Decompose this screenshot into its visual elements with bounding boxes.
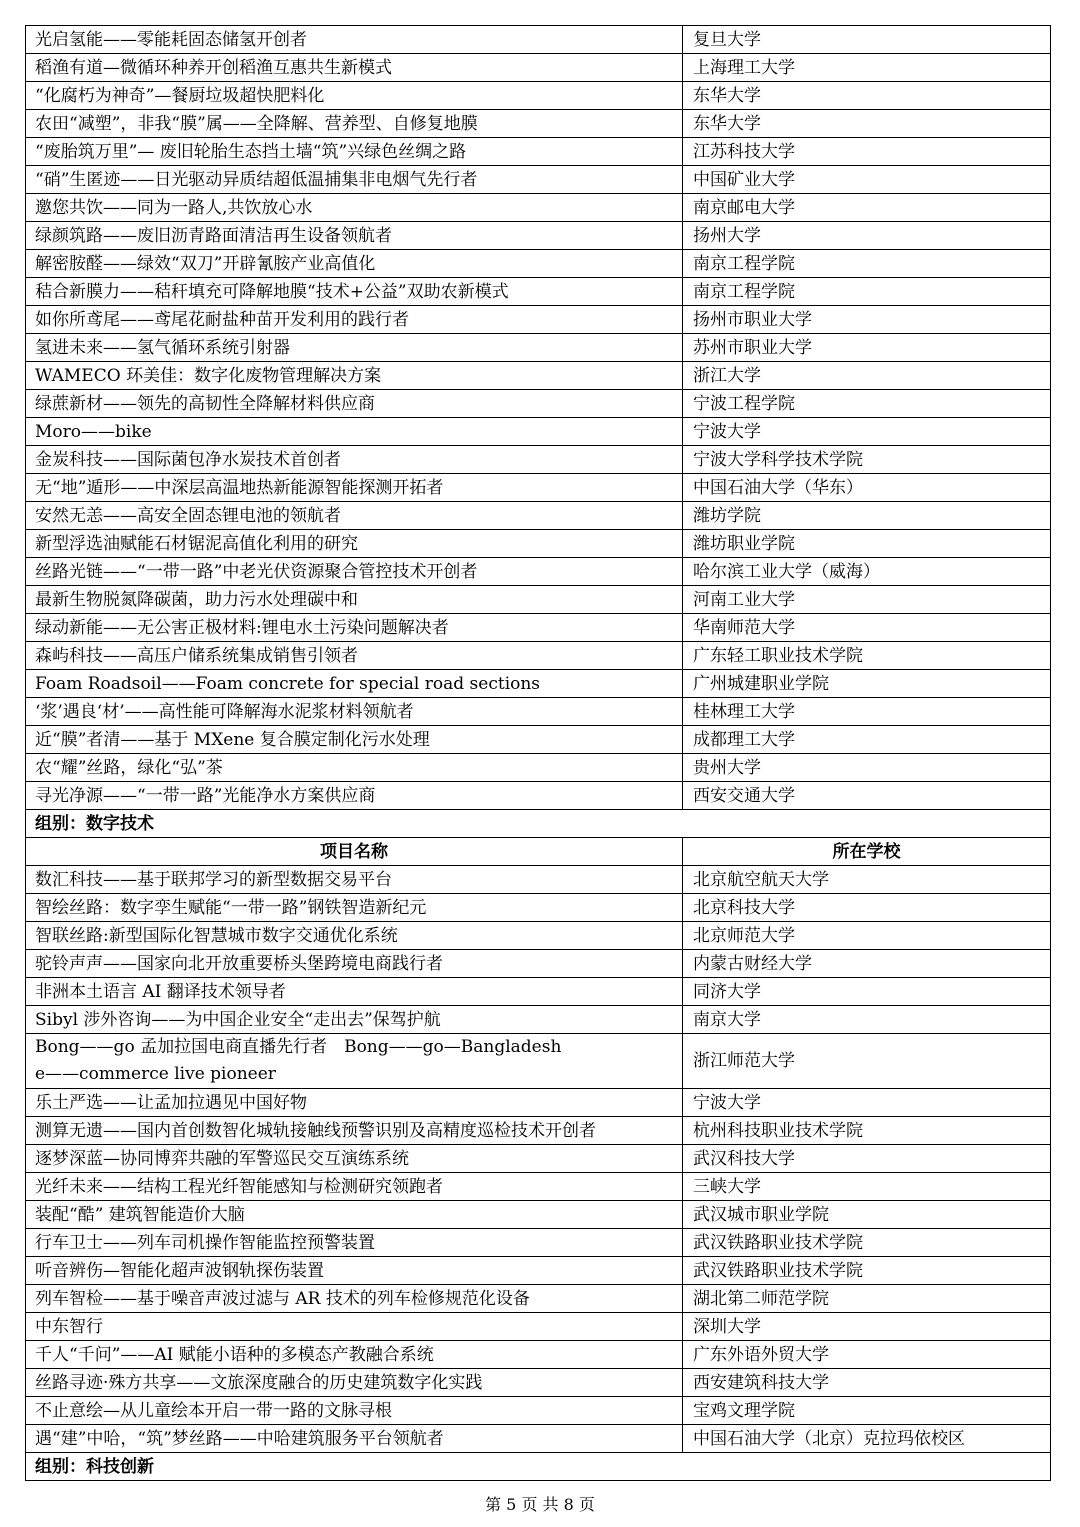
group-row-digital [26, 810, 1051, 838]
table-row [26, 1117, 1051, 1145]
project-name: “废胎筑万里”— 废旧轮胎生态挡土墙“筑”兴绿色丝绸之路 [26, 138, 683, 166]
school-name: 宁波大学 [683, 418, 1051, 446]
school-name: 中国石油大学（华东） [683, 474, 1051, 502]
project-name: “硝”生匿迹——日光驱动异质结超低温捕集非电烟气先行者 [26, 166, 683, 194]
table-row [26, 1173, 1051, 1201]
table-row [26, 1257, 1051, 1285]
table-row [26, 530, 1051, 558]
table-row [26, 922, 1051, 950]
school-name: 东华大学 [683, 82, 1051, 110]
school-name: 西安交通大学 [683, 782, 1051, 810]
project-name: 新型浮选油赋能石材锯泥高值化利用的研究 [26, 530, 683, 558]
table-row [26, 1034, 1051, 1089]
section-digital-header [26, 810, 1051, 866]
table-row [26, 250, 1051, 278]
table-row [26, 558, 1051, 586]
table-row [26, 1006, 1051, 1034]
school-name: 复旦大学 [683, 26, 1051, 54]
project-name: 解密胺醛——绿效“双刀”开辟氰胺产业高值化 [26, 250, 683, 278]
table-row [26, 866, 1051, 894]
school-name: 湖北第二师范学院 [683, 1285, 1051, 1313]
table-row [26, 1229, 1051, 1257]
table-row [26, 26, 1051, 54]
school-name: 深圳大学 [683, 1313, 1051, 1341]
table-row [26, 1145, 1051, 1173]
table-row [26, 1285, 1051, 1313]
table-row [26, 978, 1051, 1006]
school-name: 贵州大学 [683, 754, 1051, 782]
table-row [26, 54, 1051, 82]
school-name: 同济大学 [683, 978, 1051, 1006]
school-name: 南京工程学院 [683, 250, 1051, 278]
project-name: 绿蔗新材——领先的高韧性全降解材料供应商 [26, 390, 683, 418]
project-name: 智联丝路:新型国际化智慧城市数字交通优化系统 [26, 922, 683, 950]
project-name: 装配“酷” 建筑智能造价大脑 [26, 1201, 683, 1229]
table-row [26, 362, 1051, 390]
school-name: 杭州科技职业技术学院 [683, 1117, 1051, 1145]
project-name: Foam Roadsoil——Foam concrete for special road sections [26, 670, 683, 698]
table-row [26, 138, 1051, 166]
table-row [26, 698, 1051, 726]
project-name: 行车卫士——列车司机操作智能监控预警装置 [26, 1229, 683, 1257]
school-name: 广东外语外贸大学 [683, 1341, 1051, 1369]
school-name: 南京工程学院 [683, 278, 1051, 306]
project-name: 邀您共饮——同为一路人,共饮放心水 [26, 194, 683, 222]
section-energy-rows [26, 26, 1051, 810]
project-name: 逐梦深蓝—协同博弈共融的军警巡民交互演练系统 [26, 1145, 683, 1173]
table-row [26, 306, 1051, 334]
table-row [26, 1089, 1051, 1117]
project-name: 测算无遗——国内首创数智化城轨接触线预警识别及高精度巡检技术开创者 [26, 1117, 683, 1145]
school-name: 西安建筑科技大学 [683, 1369, 1051, 1397]
header-school: 所在学校 [683, 838, 1051, 866]
table-row [26, 110, 1051, 138]
project-name: 中东智行 [26, 1313, 683, 1341]
group-row-tech [26, 1453, 1051, 1481]
header-project-name: 项目名称 [26, 838, 683, 866]
table-row [26, 1397, 1051, 1425]
school-name: 哈尔滨工业大学（威海） [683, 558, 1051, 586]
project-name: 近“膜”者清——基于 MXene 复合膜定制化污水处理 [26, 726, 683, 754]
project-name: 稻渔有道—微循环种养开创稻渔互惠共生新模式 [26, 54, 683, 82]
table-row [26, 166, 1051, 194]
school-name: 广东轻工职业技术学院 [683, 642, 1051, 670]
table-row [26, 82, 1051, 110]
project-name: 非洲本土语言 AI 翻译技术领导者 [26, 978, 683, 1006]
table-row [26, 754, 1051, 782]
table-row [26, 1313, 1051, 1341]
group-label-tech: 组别：科技创新 [26, 1453, 1051, 1481]
project-table [25, 25, 1051, 1481]
school-name: 潍坊学院 [683, 502, 1051, 530]
project-name: 光启氢能——零能耗固态储氢开创者 [26, 26, 683, 54]
school-name: 苏州市职业大学 [683, 334, 1051, 362]
project-name: 无“地”遁形——中深层高温地热新能源智能探测开拓者 [26, 474, 683, 502]
table-row [26, 418, 1051, 446]
project-name: 绿颜筑路——废旧沥青路面清洁再生设备领航者 [26, 222, 683, 250]
project-name: 驼铃声声——国家向北开放重要桥头堡跨境电商践行者 [26, 950, 683, 978]
project-name: 乐土严选——让孟加拉遇见中国好物 [26, 1089, 683, 1117]
section-digital-rows-b [26, 1089, 1051, 1453]
school-name: 北京航空航天大学 [683, 866, 1051, 894]
school-name: 江苏科技大学 [683, 138, 1051, 166]
table-row [26, 1369, 1051, 1397]
table-row [26, 1425, 1051, 1453]
project-name: 听音辨伤—智能化超声波钢轨探伤装置 [26, 1257, 683, 1285]
page-footer: 第 5 页 共 8 页 [485, 1495, 595, 1514]
project-name: 列车智检——基于噪音声波过滤与 AR 技术的列车检修规范化设备 [26, 1285, 683, 1313]
school-name: 中国石油大学（北京）克拉玛依校区 [683, 1425, 1051, 1453]
table-row [26, 194, 1051, 222]
table-row [26, 222, 1051, 250]
project-name: 数汇科技——基于联邦学习的新型数据交易平台 [26, 866, 683, 894]
school-name: 宝鸡文理学院 [683, 1397, 1051, 1425]
school-name: 武汉铁路职业技术学院 [683, 1229, 1051, 1257]
school-name: 南京邮电大学 [683, 194, 1051, 222]
school-name: 扬州大学 [683, 222, 1051, 250]
table-row [26, 474, 1051, 502]
section-digital-rows-a [26, 866, 1051, 1034]
school-name: 桂林理工大学 [683, 698, 1051, 726]
school-name: 中国矿业大学 [683, 166, 1051, 194]
table-row [26, 446, 1051, 474]
table-row [26, 614, 1051, 642]
table-row [26, 586, 1051, 614]
project-name: 绿动新能——无公害正极材料:锂电水土污染问题解决者 [26, 614, 683, 642]
project-name: 智绘丝路：数字孪生赋能“一带一路”钢铁智造新纪元 [26, 894, 683, 922]
table-row [26, 894, 1051, 922]
project-name: 秸合新膜力——秸秆填充可降解地膜“技术+公益”双助农新模式 [26, 278, 683, 306]
project-name: 氢进未来——氢气循环系统引射器 [26, 334, 683, 362]
project-name: 森屿科技——高压户储系统集成销售引领者 [26, 642, 683, 670]
school-name: 广州城建职业学院 [683, 670, 1051, 698]
table-row [26, 502, 1051, 530]
project-name: 千人“千问”——AI 赋能小语种的多模态产教融合系统 [26, 1341, 683, 1369]
school-name: 东华大学 [683, 110, 1051, 138]
table-row [26, 782, 1051, 810]
school-name: 武汉城市职业学院 [683, 1201, 1051, 1229]
school-name: 浙江大学 [683, 362, 1051, 390]
project-name-line2: e——commerce live pioneer [35, 1064, 276, 1084]
group-label-digital: 组别：数字技术 [26, 810, 1051, 838]
project-name: 丝路光链——“一带一路”中老光伏资源聚合管控技术开创者 [26, 558, 683, 586]
project-name [26, 1034, 683, 1089]
project-name: 如你所鸢尾——鸢尾花耐盐种苗开发利用的践行者 [26, 306, 683, 334]
school-name: 宁波工程学院 [683, 390, 1051, 418]
table-row [26, 1341, 1051, 1369]
school-name: 河南工业大学 [683, 586, 1051, 614]
table-row [26, 278, 1051, 306]
table-row [26, 390, 1051, 418]
table-row [26, 334, 1051, 362]
school-name: 潍坊职业学院 [683, 530, 1051, 558]
project-name: Moro——bike [26, 418, 683, 446]
project-name: 不止意绘—从儿童绘本开启一带一路的文脉寻根 [26, 1397, 683, 1425]
project-name: “化腐朽为神奇”—餐厨垃圾超快肥料化 [26, 82, 683, 110]
section-tech-header [26, 1453, 1051, 1481]
table-row [26, 670, 1051, 698]
school-name: 三峡大学 [683, 1173, 1051, 1201]
school-name: 武汉科技大学 [683, 1145, 1051, 1173]
table-row [26, 726, 1051, 754]
school-name: 内蒙古财经大学 [683, 950, 1051, 978]
school-name: 北京师范大学 [683, 922, 1051, 950]
section-digital-tall [26, 1034, 1051, 1089]
project-name: 光纤未来——结构工程光纤智能感知与检测研究领跑者 [26, 1173, 683, 1201]
project-name: Sibyl 涉外咨询——为中国企业安全“走出去”保驾护航 [26, 1006, 683, 1034]
school-name: 浙江师范大学 [683, 1034, 1051, 1089]
project-name: 金炭科技——国际菌包净水炭技术首创者 [26, 446, 683, 474]
project-name: WAMECO 环美佳：数字化废物管理解决方案 [26, 362, 683, 390]
project-name: 最新生物脱氮降碳菌，助力污水处理碳中和 [26, 586, 683, 614]
school-name: 华南师范大学 [683, 614, 1051, 642]
project-name: 遇“建”中哈，“筑”梦丝路——中哈建筑服务平台领航者 [26, 1425, 683, 1453]
school-name: 北京科技大学 [683, 894, 1051, 922]
school-name: 武汉铁路职业技术学院 [683, 1257, 1051, 1285]
school-name: 上海理工大学 [683, 54, 1051, 82]
project-name: 农“耀”丝路，绿化“弘”茶 [26, 754, 683, 782]
table-row [26, 1201, 1051, 1229]
table-row [26, 950, 1051, 978]
project-name: 寻光净源——“一带一路”光能净水方案供应商 [26, 782, 683, 810]
project-name: 丝路寻迹·殊方共享——文旅深度融合的历史建筑数字化实践 [26, 1369, 683, 1397]
school-name: 扬州市职业大学 [683, 306, 1051, 334]
table-row [26, 642, 1051, 670]
project-name: 安然无恙——高安全固态锂电池的领航者 [26, 502, 683, 530]
school-name: 南京大学 [683, 1006, 1051, 1034]
table-header-row [26, 838, 1051, 866]
school-name: 宁波大学科学技术学院 [683, 446, 1051, 474]
school-name: 宁波大学 [683, 1089, 1051, 1117]
school-name: 成都理工大学 [683, 726, 1051, 754]
project-name-line1: Bong——go 孟加拉国电商直播先行者 Bong——go—Bangladesh [35, 1037, 562, 1057]
project-name: 农田“减塑”，非我“膜”属——全降解、营养型、自修复地膜 [26, 110, 683, 138]
project-name: ‘浆’遇良‘材’——高性能可降解海水泥浆材料领航者 [26, 698, 683, 726]
